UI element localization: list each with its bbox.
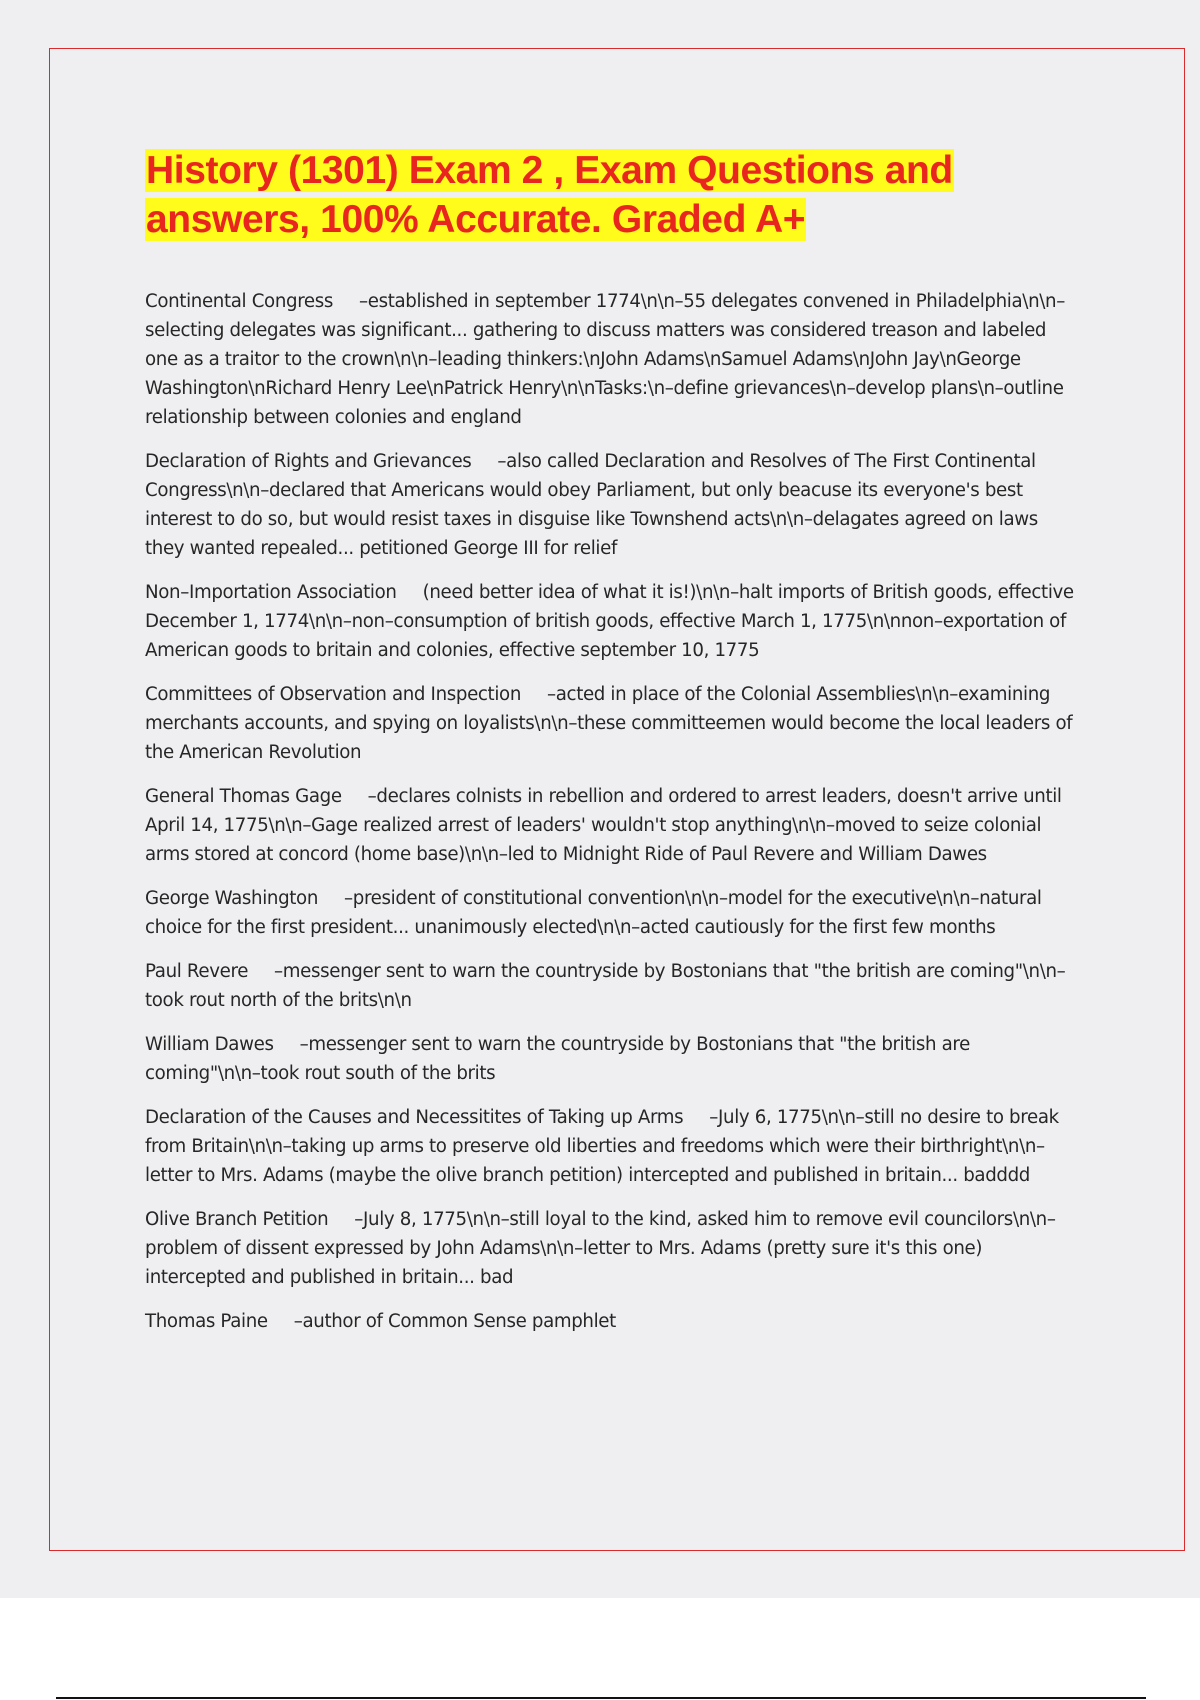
- title-highlight: History (1301) Exam 2 , Exam Questions and answers, 100% Accurate. Graded A+: [146, 149, 953, 241]
- entry-general-thomas-gage: [145, 782, 1080, 869]
- entry-term: Continental Congress: [145, 291, 334, 312]
- entry-term: Non–Importation Association: [145, 582, 397, 603]
- entry-declaration-of-causes: [145, 1103, 1080, 1190]
- entry-definition: –messenger sent to warn the countryside by Bostonians that "the british are coming"\n\n–took rout north of the brits\n\n: [145, 961, 1066, 1011]
- entry-definition: –July 6, 1775\n\n–still no desire to break from Britain\n\n–taking up arms to preserve old liberties and freedoms which were their birthright\n\n–letter to Mrs. Adams (maybe the olive branch petition) intercepted and published in britain... badddd: [145, 1107, 1059, 1186]
- entry-continental-congress: [145, 287, 1080, 432]
- entry-thomas-paine: [145, 1307, 1080, 1336]
- entry-term: General Thomas Gage: [145, 786, 342, 807]
- entry-term: George Washington: [145, 888, 319, 909]
- entry-term: Paul Revere: [145, 961, 249, 982]
- entry-definition: –declares colnists in rebellion and ordered to arrest leaders, doesn't arrive until April 14, 1775\n\n–Gage realized arrest of leaders' wouldn't stop anything\n\n–moved to seize colonial arms stored at concord (home base)\n\n–led to Midnight Ride of Paul Revere and William Dawes: [145, 786, 1062, 865]
- entry-term: William Dawes: [145, 1034, 274, 1055]
- entry-definition: –acted in place of the Colonial Assemblies\n\n–examining merchants accounts, and spying on loyalists\n\n–these committeemen would become the local leaders of the American Revolution: [145, 684, 1073, 763]
- document-title: [145, 146, 1025, 244]
- footer-divider: [56, 1697, 1146, 1699]
- flashcard-list: [145, 287, 1080, 1351]
- entry-definition: –president of constitutional convention\n\n–model for the executive\n\n–natural choice for the first president... unanimously elected\n\n–acted cautiously for the first few months: [145, 888, 1042, 938]
- entry-paul-revere: [145, 957, 1080, 1015]
- entry-declaration-of-rights: [145, 447, 1080, 563]
- entry-term: Thomas Paine: [145, 1311, 268, 1332]
- entry-term: Olive Branch Petition: [145, 1209, 329, 1230]
- entry-definition: –author of Common Sense pamphlet: [293, 1311, 616, 1332]
- entry-term: Declaration of Rights and Grievances: [145, 451, 472, 472]
- entry-definition: –established in september 1774\n\n–55 delegates convened in Philadelphia\n\n–selecting delegates was significant... gathering to discuss matters was considered treason and labeled one as a traitor to the crown\n\n–leading thinkers:\nJohn Adams\nSamuel Adams\nJohn Jay\nGeorge Washington\nRichard Henry Lee\nPatrick Henry\n\nTasks:\n–define grievances\n–develop plans\n–outline relationship between colonies and england: [145, 291, 1065, 428]
- entry-william-dawes: [145, 1030, 1080, 1088]
- entry-term: Committees of Observation and Inspection: [145, 684, 521, 705]
- entry-definition: –July 8, 1775\n\n–still loyal to the kind, asked him to remove evil councilors\n\n–problem of dissent expressed by John Adams\n\n–letter to Mrs. Adams (pretty sure it's this one) intercepted and published in britain... bad: [145, 1209, 1056, 1288]
- entry-definition: –also called Declaration and Resolves of The First Continental Congress\n\n–declared that Americans would obey Parliament, but only beacuse its everyone's best interest to do so, but would resist taxes in disguise like Townshend acts\n\n–delagates agreed on laws they wanted repealed... petitioned George III for relief: [145, 451, 1038, 559]
- entry-committees-of-observation: [145, 680, 1080, 767]
- entry-term: Declaration of the Causes and Necessitites of Taking up Arms: [145, 1107, 684, 1128]
- entry-non-importation-association: [145, 578, 1080, 665]
- entry-definition: (need better idea of what it is!)\n\n–halt imports of British goods, effective December 1, 1774\n\n–non–consumption of british goods, effective March 1, 1775\n\nnon–exportation of American goods to britain and colonies, effective september 10, 1775: [145, 582, 1074, 661]
- entry-olive-branch-petition: [145, 1205, 1080, 1292]
- entry-george-washington: [145, 884, 1080, 942]
- entry-definition: –messenger sent to warn the countryside by Bostonians that "the british are coming"\n\n–took rout south of the brits: [145, 1034, 970, 1084]
